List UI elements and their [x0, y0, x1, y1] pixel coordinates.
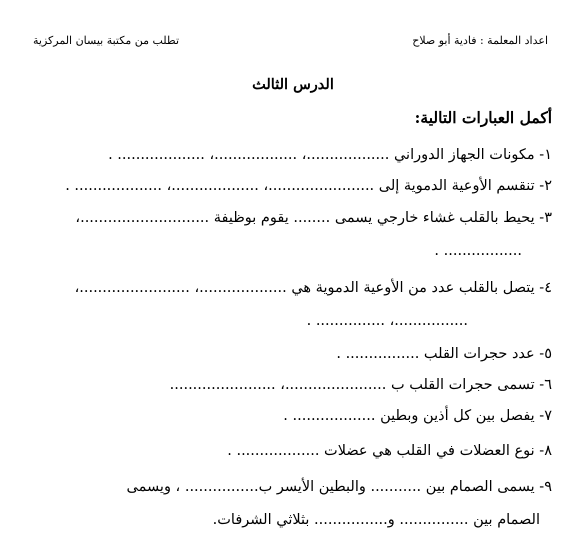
item-text: - يفصل بين كل أذين وبطين .................. .: [283, 408, 545, 424]
order-note: تطلب من مكتبة بيسان المركزية: [33, 34, 180, 47]
item-text: - تسمى حجرات القلب ب ......................، .......................: [169, 377, 545, 393]
item-number: ٦: [544, 377, 552, 393]
teacher-name: اعداد المعلمة : فادية أبو صلاح: [412, 34, 548, 47]
item-continuation: الصمام بين ............... و................ بثلاثي الشرفات.: [212, 512, 540, 528]
item-text: - عدد حجرات القلب ................ .: [336, 346, 545, 362]
item-text: - تنقسم الأوعية الدموية إلى .......................، ...................، ................... .: [65, 178, 545, 194]
item-text: - يتصل بالقلب عدد من الأوعية الدموية هي ...................، ........................،: [74, 280, 545, 296]
item-text: - مكونات الجهاز الدوراني ..................، ..................، ................... .: [108, 147, 545, 163]
lesson-title: الدرس الثالث: [252, 76, 334, 93]
item-number: ٢: [544, 178, 552, 194]
item-number: ٤: [544, 280, 552, 296]
exercise-item: [75, 280, 552, 296]
exercise-item: [227, 443, 552, 459]
instruction-heading: أكمل العبارات التالية:: [414, 108, 552, 127]
item-number: ٣: [544, 210, 552, 226]
item-continuation: ................، ............... .: [306, 313, 468, 329]
item-number: ٥: [544, 346, 552, 362]
item-text: - يسمى الصمام بين ........... والبطين الأيسر ب................ ، ويسمى: [126, 479, 545, 495]
item-number: ١: [544, 147, 552, 163]
exercise-item: [65, 178, 552, 194]
item-text: - يحيط بالقلب غشاء خارجي يسمى ........ يقوم بوظيفة ............................،: [75, 210, 545, 226]
item-text: - نوع العضلات في القلب هي عضلات .................. .: [227, 443, 545, 459]
item-number: ٩: [544, 479, 552, 495]
exercise-item: [283, 408, 552, 424]
item-number: ٨: [544, 443, 552, 459]
exercise-item: [75, 210, 552, 226]
item-continuation: ................. .: [434, 243, 522, 259]
exercise-item: [170, 377, 552, 393]
exercise-item: [127, 479, 553, 495]
exercise-item: [108, 147, 552, 163]
item-number: ٧: [544, 408, 552, 424]
exercise-item: [336, 346, 552, 362]
